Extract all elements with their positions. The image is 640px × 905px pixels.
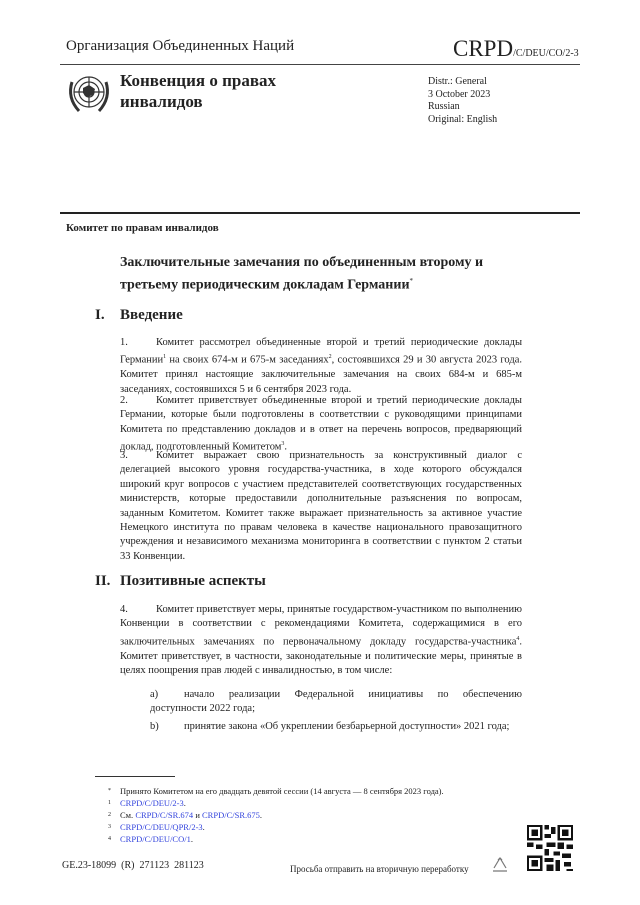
punct: .	[183, 798, 186, 808]
paragraph-text: Комитет выражает свою признательность за конструктивный диалог с делегацией высокого уровня государства-участника, в ходе которого обсуждался широкий круг вопросов с участием представителей соответствующих государственных министерств, которые предоставили дополнительные разъяснения по вопросам, заданным Комитетом. Комитет также выражает признательность за активное участие Немецкого института по правам человека в качестве национального правозащитного учреждения и независимого механизма мониторинга в соответствии с пунктом 2 статьи 33 Конвенции.	[120, 450, 522, 562]
distr-original: Original: English	[428, 113, 498, 125]
header-rule	[60, 64, 580, 65]
footnote-link[interactable]: CRPD/C/DEU/CO/1	[120, 834, 191, 844]
distr-line: Distr.: General	[428, 76, 487, 87]
punct: .	[202, 822, 205, 832]
paragraph	[120, 603, 522, 679]
punct: .	[259, 810, 262, 820]
distr-language: Russian	[428, 101, 460, 112]
footnote-ref[interactable]: 2	[328, 354, 332, 361]
sub-item-text: начало реализации Федеральной инициативы по обеспечению доступности 2022 года;	[150, 689, 522, 715]
committee-name: Комитет по правам инвалидов	[66, 222, 219, 234]
paragraph	[120, 449, 522, 564]
footnote-text: См.	[120, 810, 136, 820]
paragraph-text: Комитет приветствует меры, принятые государством-участником по выполнению Конвенции в соответствии с рекомендациями Комитета, содержащимися в его заключительных замечаниях по первоначальному докладу государства-участника	[120, 604, 522, 648]
sub-item-label: a)	[150, 689, 159, 700]
footnote	[108, 809, 262, 821]
recycle-note: Просьба отправить на вторичную переработку	[290, 864, 469, 874]
footnote-mark: 3	[108, 824, 111, 830]
footnote	[108, 833, 193, 845]
footnote-link[interactable]: CRPD/C/SR.674	[135, 810, 194, 820]
symbol-main: CRPD	[453, 36, 514, 61]
document-title	[120, 254, 520, 295]
qr-code-icon[interactable]	[527, 825, 573, 871]
sub-item-label: b)	[150, 721, 159, 732]
document-symbol	[453, 36, 579, 62]
paragraph-text: . Комитет приветствует, в частности, законодательные и политические меры, принятые в целях поощрения прав людей с инвалидностью, в том числе:	[120, 636, 522, 677]
paragraph-number: 4.	[120, 604, 128, 615]
section-number: II.	[95, 573, 111, 589]
punct: .	[190, 834, 193, 844]
footnote	[108, 785, 444, 797]
un-emblem-icon	[64, 68, 114, 118]
sub-item	[150, 720, 522, 734]
paragraph-number: 1.	[120, 337, 128, 348]
footnote-ref[interactable]: 4	[516, 635, 520, 642]
footnote	[108, 821, 205, 833]
footnote-link[interactable]: CRPD/C/DEU/2-3	[120, 798, 184, 808]
paragraph-number: 2.	[120, 395, 128, 406]
section-number: I.	[95, 307, 105, 323]
section-heading: Введение	[120, 307, 183, 323]
footnote-mark: 4	[108, 836, 111, 842]
paragraph-text: Комитет рассмотрел объединенные второй и третий периодические доклады Германии	[120, 337, 522, 366]
paragraph-text: , состоявшихся 29 и 30 августа 2023 года. Комитет принял настоящие заключительные замечания на своих 684-м и 685-м заседаниях, состоявшихся 5 и 6 сентября 2023 года.	[120, 354, 522, 395]
paragraph-text: .	[284, 441, 288, 453]
paragraph	[120, 394, 522, 455]
symbol-sub: /C/DEU/CO/2-3	[513, 48, 579, 59]
title-text: Заключительные замечания по объединенным второму и третьему периодическим докладам Германии	[120, 255, 484, 293]
footnote-mark: *	[108, 788, 111, 794]
distribution-info	[428, 76, 497, 126]
distr-date: 3 October 2023	[428, 88, 491, 100]
section-heading: Позитивные аспекты	[120, 573, 266, 589]
footnote-mark: 2	[108, 812, 111, 818]
title-footnote-mark: *	[409, 277, 414, 285]
body-name: Конвенция о правах инвалидов	[120, 71, 277, 111]
footnote-link[interactable]: CRPD/C/DEU/QPR/2-3	[120, 822, 203, 832]
footnote	[108, 797, 186, 809]
sub-item	[150, 688, 522, 717]
job-number: GE.23-18099 (R) 271123 281123	[62, 860, 204, 871]
sub-item-text: принятие закона «Об укреплении безбарьерной доступности» 2021 года;	[184, 721, 510, 732]
thick-rule	[60, 212, 580, 214]
paragraph	[120, 336, 522, 397]
footnote-rule	[95, 776, 175, 777]
footnote-ref[interactable]: 1	[163, 354, 167, 361]
footnote-mark: 1	[108, 800, 111, 806]
paragraph-number: 3.	[120, 450, 128, 461]
footnote-ref[interactable]: 3	[281, 441, 285, 448]
paragraph-text: на своих 674-м и 675-м заседаниях	[166, 354, 329, 366]
footnote-link[interactable]: CRPD/C/SR.675	[202, 810, 260, 820]
footnote-text: и	[193, 810, 202, 820]
paragraph-text: Комитет приветствует объединенные второй и третий периодические доклады Германии, которые были подготовлены в соответствии с руководящими принципами Комитета по представлению докладов и в ответ на перечень вопросов, предваряющий доклад, подготовленный Комитетом	[120, 395, 522, 453]
recycle-icon	[490, 856, 510, 876]
footnote-text: Принято Комитетом на его двадцать девятой сессии (14 августа — 8 сентября 2023 года).	[120, 786, 444, 796]
org-name: Организация Объединенных Наций	[66, 38, 295, 54]
